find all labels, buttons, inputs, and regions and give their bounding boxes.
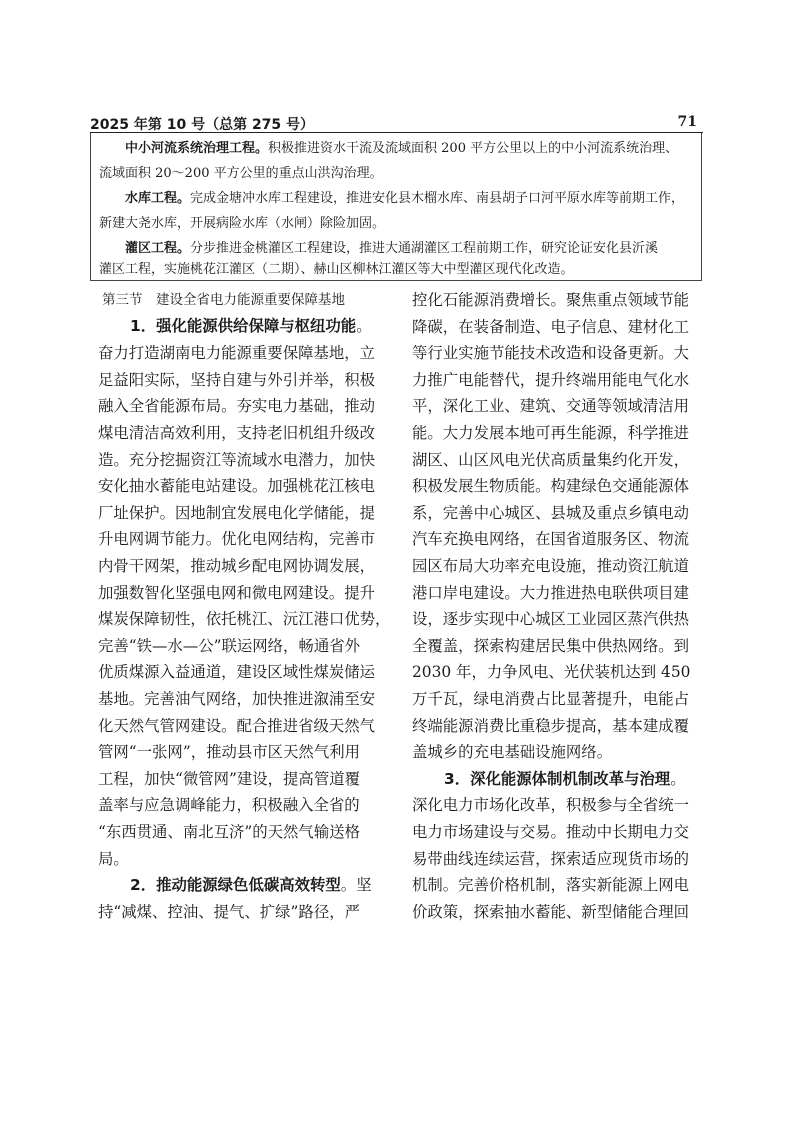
body-line: 平，深化工业、建筑、交通等领域清洁用 [412,397,690,416]
body-line: 盖城乡的充电基础设施网络。 [412,743,613,762]
body-line: “东西贯通、南北互济”的天然气输送格 [98,823,360,841]
body-line: 设，逐步实现中心城区工业园区蒸汽供热 [412,610,690,629]
body-line: 能。大力发展本地可再生能源，科学推进 [412,424,690,442]
body-line: 安化抽水蓄能电站建设。加强桃花江核电 [98,477,376,496]
subsection-heading: 3．深化能源体制机制改革与治理。 [444,769,686,788]
body-line: 完善“铁—水—公”联运网络，畅通省外 [98,636,360,655]
body-line: 煤炭保障韧性，依托桃江、沅江港口优势， [98,610,391,629]
body-line: 电力市场建设与交易。推动中长期电力交 [412,823,690,841]
section-heading: 第三节 建设全省电力能源重要保障基地 [102,292,345,308]
running-header [90,114,703,133]
body-line: 加强数智化坚强电网和微电网建设。提升 [98,583,376,602]
body-line: 万千瓦，绿电消费占比显著提升，电能占 [412,690,690,708]
subsection-heading: 1．强化能源供给保障与枢纽功能。 [130,317,372,335]
box-title: 灌区工程。 [125,241,191,256]
body-line: 深化电力市场化改革，积极参与全省统一 [412,796,690,815]
body-line: 内骨干网架，推动城乡配电网协调发展， [98,557,376,575]
issue-label: 2025 年第 10 号（总第 275 号） [90,117,315,133]
box-title: 水库工程。 [125,191,191,206]
body-line: 化天然气管网建设。配合推进省级天然气 [98,716,376,735]
body-line: 基地。完善油气网络，加快推进溆浦至安 [98,690,376,708]
body-line: 港口岸电建设。大力推进热电联供项目建 [412,583,690,602]
body-line: 持“减煤、控油、提气、扩绿”路径，严 [98,902,360,921]
body-line: 系，完善中心城区、县城及重点乡镇电动 [412,503,690,522]
body-line: 力推广电能替代，提升终端用能电气化水 [412,370,690,389]
body-line: 盖率与应急调峰能力，积极融入全省的 [98,796,360,815]
body-line: 全覆盖，探索构建居民集中供热网络。到 [412,636,690,655]
body-line: 厂址保护。因地制宜发展电化学储能，提 [98,503,376,522]
box-line: 水库工程。完成金塘冲水库工程建设，推进安化县木榴水库、南县胡子口河平原水库等前期工作， [125,191,685,206]
body-line: 升电网调节能力。优化电网结构，完善市 [98,530,376,549]
body-line: 2030 年，力争风电、光伏装机达到 450 [412,663,691,682]
subsection-heading: 2．推动能源绿色低碳高效转型。坚 [130,876,372,895]
body-line: 局。 [98,849,129,868]
box-line: 新建大尧水库，开展病险水库（水闸）除险加固。 [99,216,386,231]
body-line: 汽车充换电网络，在国省道服务区、物流 [412,530,690,549]
body-line: 奋力打造湖南电力能源重要保障基地，立 [98,344,376,363]
box-title: 中小河流系统治理工程。 [125,141,269,156]
body-line: 融入全省能源布局。夯实电力基础，推动 [98,397,376,416]
box-line: 灌区工程，实施桃花江灌区（二期）、赫山区柳林江灌区等大中型灌区现代化改造。 [99,262,574,277]
box-line: 流域面积 20～200 平方公里的重点山洪沟治理。 [99,166,383,181]
body-line: 降碳，在装备制造、电子信息、建材化工 [412,317,690,336]
body-line: 湖区、山区风电光伏高质量集约化开发， [412,450,690,469]
body-line: 煤电清洁高效利用，支持老旧机组升级改 [98,424,376,442]
body-line: 园区布局大功率充电设施，推动资江航道 [412,557,690,575]
body-line: 易带曲线连续运营，探索适应现货市场的 [412,849,690,868]
body-line: 终端能源消费比重稳步提高，基本建成覆 [412,716,690,735]
body-line: 工程，加快“微管网”建设，提高管道覆 [98,769,360,788]
body-line: 机制。完善价格机制，落实新能源上网电 [412,876,690,895]
page-number: 71 [677,114,697,130]
box-line: 中小河流系统治理工程。积极推进资水干流及流域面积 200 平方公里以上的中小河流系统治理、 [125,141,679,156]
body-line: 造。充分挖掘资江等流域水电潜力，加快 [98,450,376,469]
body-line: 控化石能源消费增长。聚焦重点领域节能 [412,291,690,309]
body-line: 积极发展生物质能。构建绿色交通能源体 [412,477,690,496]
body-line: 价政策，探索抽水蓄能、新型储能合理回 [412,902,690,921]
body-line: 足益阳实际，坚持自建与外引并举，积极 [98,370,376,389]
project-box [90,133,702,281]
box-line: 灌区工程。分步推进金桃灌区工程建设，推进大通湖灌区工程前期工作，研究论证安化县沂溪 [125,241,659,256]
body-line: 优质煤源入益通道，建设区域性煤炭储运 [98,663,376,682]
body-line: 管网“一张网”，推动县市区天然气利用 [98,743,360,762]
body-line: 等行业实施节能技术改造和设备更新。大 [412,344,690,363]
